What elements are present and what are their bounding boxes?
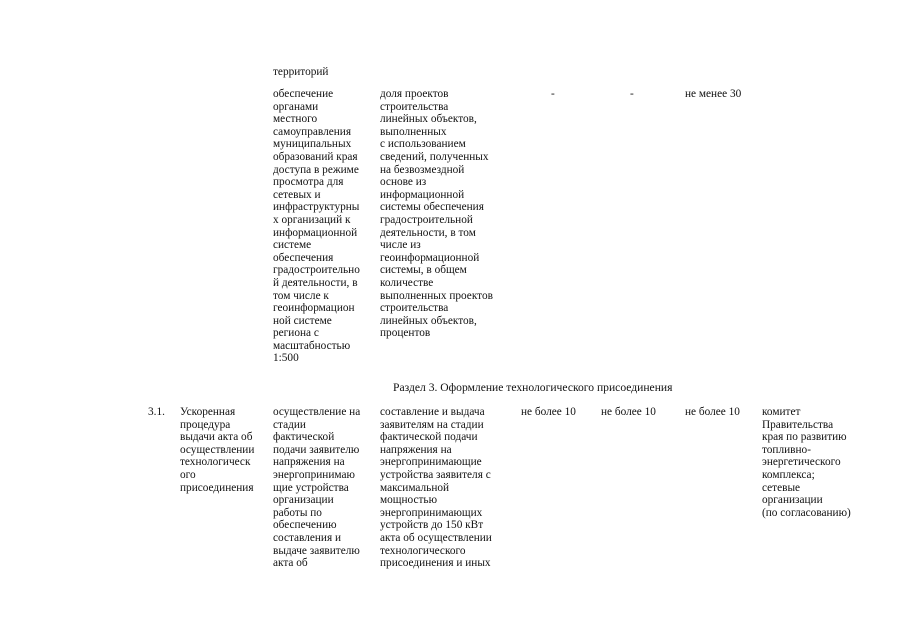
row-b-measure: осуществление на стадии фактической подачи заявителю напряжения на энергопринимаю щие устройства организации работы по обеспечению составления и выдаче заявителю акта об [273,406,361,570]
row-a-value-1: - [551,88,555,100]
row-b-name: Ускоренная процедура выдачи акта об осуществлении технологическ ого присоединения [180,406,255,494]
row-a-measure: обеспечение органами местного самоуправления муниципальных образований края доступа в режиме просмотра для сетевых и инфраструктурны х организаций к информационной системе обеспечения градостроительно й деятельности, в том числе к геоинформацион ной системе региона с масштабностью 1:500 [273,88,360,365]
top-fragment-text: территорий [273,66,329,78]
row-b-indicator: составление и выдача заявителям на стадии фактической подачи напряжения на энергопринимающие устройства заявителя с максимальной мощностью энергопринимающих устройств до 150 кВт акта об осуществлении технологического присоединения и иных [380,406,492,570]
row-b-number: 3.1. [148,406,165,418]
row-a-value-3: не менее 30 [685,88,742,100]
section-title: Раздел 3. Оформление технологического присоединения [393,381,673,394]
row-b-value-2: не более 10 [601,406,656,418]
row-a-value-2: - [630,88,634,100]
row-a-indicator: доля проектов строительства линейных объектов, выполненных с использованием сведений, полученных на безвозмездной основе из информационной системы обеспечения градостроительной деятельности, в том числе из геоинформационной системы, в общем количестве выполненных проектов строительства линейных объектов, процентов [380,88,493,340]
row-b-value-1: не более 10 [521,406,576,418]
row-b-value-3: не более 10 [685,406,740,418]
row-b-responsible: комитет Правительства края по развитию топливно- энергетического комплекса; сетевые организации (по согласованию) [762,406,851,519]
